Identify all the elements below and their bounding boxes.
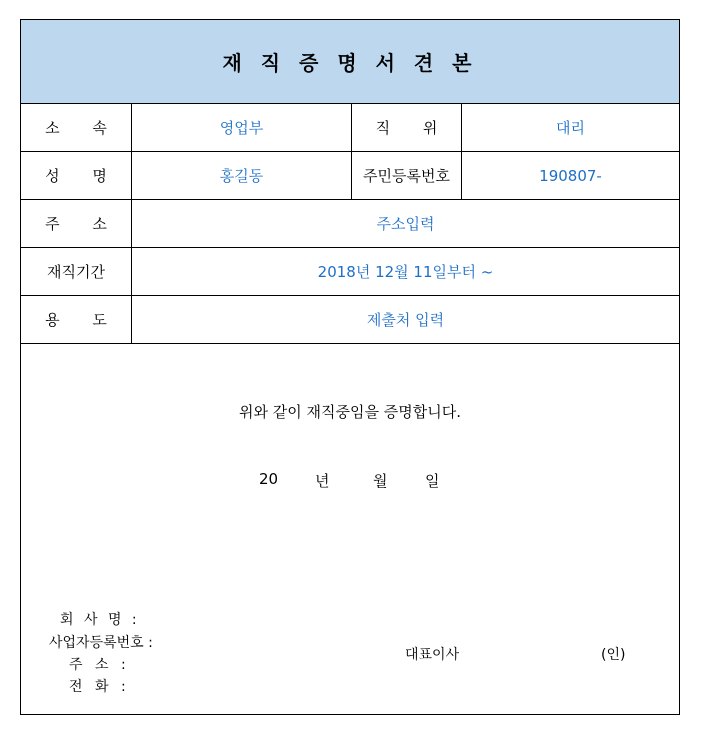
resident-number-label: 주민등록번호: [363, 167, 450, 185]
date-month-label: 월: [373, 472, 388, 490]
purpose-label: 용 도: [45, 311, 121, 329]
name-label: 성 명: [45, 167, 121, 185]
row-name-id: [21, 152, 679, 200]
certificate-form: [20, 19, 680, 715]
date-year-prefix: 20: [259, 470, 279, 488]
representative-title: 대표이사: [405, 647, 460, 663]
row-address: [21, 200, 679, 248]
row-department-position: [21, 104, 679, 152]
seal-mark: (인): [601, 647, 626, 663]
employment-period-label: 재직기간: [47, 263, 105, 281]
row-purpose: [21, 296, 679, 344]
purpose-value[interactable]: 제출처 입력: [366, 311, 445, 329]
address-label: 주 소: [45, 215, 121, 233]
department-value[interactable]: 영업부: [219, 119, 264, 137]
certification-statement: 위와 같이 재직중임을 증명합니다.: [239, 403, 461, 421]
date-year-label: 년: [315, 472, 330, 490]
position-label: 직 위: [375, 119, 452, 137]
company-phone-label: 전 화 :: [69, 679, 130, 695]
certificate-body: [21, 344, 679, 714]
title-banner: [21, 20, 679, 104]
business-reg-label: 사업자등록번호 :: [49, 635, 153, 651]
company-name-label: 회 사 명 :: [60, 612, 140, 628]
resident-number-value[interactable]: 190807-: [539, 166, 602, 185]
date-day-label: 일: [425, 472, 440, 490]
department-label: 소 속: [45, 119, 121, 137]
address-value[interactable]: 주소입력: [376, 215, 435, 233]
company-address-label: 주 소 :: [69, 657, 130, 673]
name-value[interactable]: 홍길동: [219, 167, 264, 185]
row-employment-period: [21, 248, 679, 296]
document-title: 재 직 증 명 서 견 본: [222, 51, 478, 75]
employment-period-value[interactable]: 2018년 12월 11일부터 ~: [317, 263, 494, 281]
position-value[interactable]: 대리: [556, 119, 585, 137]
